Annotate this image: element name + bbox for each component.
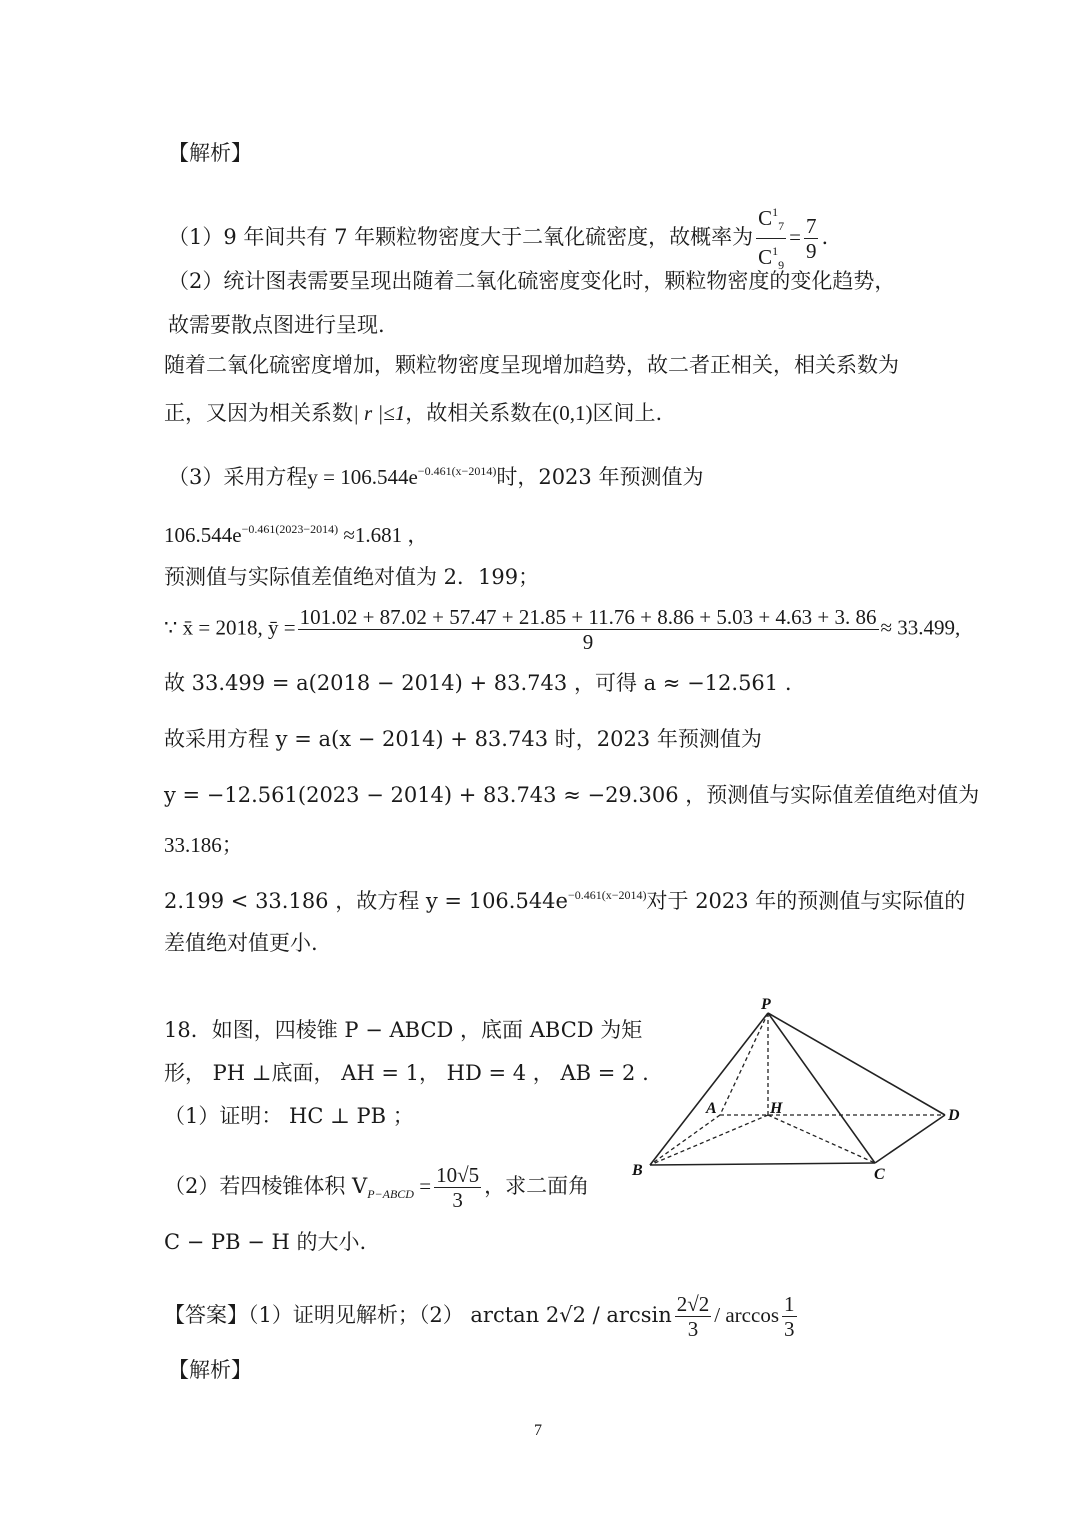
label-b: B: [632, 1162, 643, 1179]
p3-text-a: （3）采用方程: [168, 465, 308, 489]
p3-9-exponent: −0.461(x−2014): [567, 888, 647, 902]
volume-fraction: [434, 1163, 481, 1212]
mean-result: ≈ 33.499,: [880, 615, 961, 640]
q18-4-text-b: ，求二面角: [484, 1174, 590, 1198]
part3-line2: [164, 514, 428, 550]
part3-line5: 故 33.499 = a(2018 − 2014) + 83.743 ，可得 a ≈ −12.561 .: [164, 671, 792, 695]
mean-lhs: ∵ x̄ = 2018, ȳ =: [164, 615, 296, 640]
p2-text-c: ，故相关系数在: [405, 401, 553, 425]
c-num-sup: 1: [772, 205, 779, 219]
label-p: P: [761, 996, 771, 1013]
part3-line10: 差值绝对值更小.: [164, 931, 318, 955]
answer-fraction1: [675, 1292, 712, 1341]
volume-den: 3: [452, 1188, 463, 1212]
exp-exponent: −0.461(x−2014): [417, 464, 497, 478]
mean-fraction: [298, 605, 879, 654]
pyramid-figure: [620, 995, 980, 1190]
part2-line3: 随着二氧化硫密度增加，颗粒物密度呈现增加趋势，故二者正相关，相关系数为: [164, 353, 899, 377]
volume-subscript: P−ABCD: [367, 1187, 414, 1201]
page-number: 7: [534, 1422, 542, 1439]
p3-9-text-a: 2.199 < 33.186 ，故方程 y = 106.544e: [164, 889, 568, 913]
part3-mean-line: [164, 605, 960, 654]
c-den: C: [758, 245, 773, 269]
volume-equals: =: [413, 1174, 432, 1198]
q18-line4: [164, 1163, 589, 1212]
part3-line8: 33.186；: [164, 833, 243, 857]
p3-text-b: 时，2023 年预测值为: [496, 465, 704, 489]
ans-num1: 2√2: [676, 1292, 710, 1316]
answer-fraction2: [782, 1292, 797, 1341]
c-num: C: [758, 206, 773, 230]
p2-text-a: 正，又因为相关系数: [164, 401, 353, 425]
edge-pb: [650, 1013, 768, 1165]
segment-hb: [650, 1115, 768, 1165]
part3-line3: 预测值与实际值差值绝对值为 2．199；: [164, 565, 540, 589]
part1-text: （1）9 年间共有 7 年颗粒物密度大于二氧化硫密度，故概率为: [168, 225, 754, 249]
answer-text: 【答案】（1）证明见解析；（2） arctan 2√2 / arcsin: [164, 1303, 672, 1327]
label-d: D: [948, 1107, 960, 1124]
probability-fraction: [804, 214, 819, 263]
p3-2-exponent: −0.461(2023−2014): [241, 522, 339, 536]
part3-line9: [164, 880, 965, 916]
edge-cd: [875, 1115, 945, 1163]
p3-2-result: ≈1.681 ，: [338, 523, 429, 547]
edge-pa: [720, 1013, 768, 1115]
part2-line2: 故需要散点图进行呈现.: [168, 313, 385, 337]
prob-num: 7: [805, 214, 817, 238]
answer-mid: / arccos: [714, 1303, 779, 1327]
p2-text-e: 区间上.: [592, 401, 663, 425]
c-num-sub: 7: [778, 219, 785, 233]
c-den-sup: 1: [772, 244, 779, 258]
q18-line3: （1）证明： HC ⊥ PB ；: [164, 1104, 414, 1128]
section-heading-analysis-2: 【解析】: [168, 1358, 252, 1382]
section-heading-analysis: 【解析】: [168, 141, 252, 165]
equals-sign: =: [789, 225, 801, 249]
edge-bc: [650, 1163, 875, 1165]
segment-hc: [768, 1115, 875, 1163]
edge-pd: [768, 1013, 945, 1115]
q18-line1: 18．如图，四棱锥 P − ABCD ，底面 ABCD 为矩: [164, 1018, 643, 1042]
p3-9-text-b: 对于 2023 年的预测值与实际值的: [646, 889, 966, 913]
interval-expr: (0,1): [552, 401, 593, 425]
answer-line: [164, 1292, 800, 1341]
q18-line2: 形， PH ⊥底面， AH = 1， HD = 4 ， AB = 2 .: [164, 1061, 649, 1085]
part3-line6: 故采用方程 y = a(x − 2014) + 83.743 时，2023 年预测值为: [164, 727, 762, 751]
ans-den2: 3: [784, 1317, 795, 1341]
volume-num: 10√5: [436, 1163, 480, 1187]
c-den-sub: 9: [778, 258, 785, 272]
mean-den: 9: [582, 630, 594, 654]
ans-num2: 1: [784, 1292, 795, 1316]
part2-line1: （2）统计图表需要呈现出随着二氧化硫密度变化时，颗粒物密度的变化趋势，: [168, 269, 896, 293]
q18-line5: C − PB − H 的大小.: [164, 1230, 367, 1254]
abs-r-expr: | r |≤1: [353, 401, 406, 425]
part3-line1: [168, 456, 703, 492]
period: .: [821, 225, 829, 249]
label-h: H: [770, 1100, 783, 1117]
label-a: A: [706, 1100, 717, 1117]
exp-equation: y = 106.544e: [307, 465, 418, 489]
part2-line4: [164, 398, 662, 428]
ans-den1: 3: [687, 1317, 699, 1341]
label-c: C: [874, 1166, 885, 1183]
prob-den: 9: [805, 239, 817, 263]
mean-num: 101.02 + 87.02 + 57.47 + 21.85 + 11.76 + 8.86 + 5.03 + 4.63 + 3. 86: [299, 605, 877, 629]
p3-2-base: 106.544e: [164, 523, 242, 547]
q18-4-text-a: （2）若四棱锥体积 V: [164, 1174, 368, 1198]
edge-pc: [768, 1013, 875, 1163]
part3-line7: y = −12.561(2023 − 2014) + 83.743 ≈ −29.306 ，预测值与实际值差值绝对值为: [164, 783, 980, 807]
